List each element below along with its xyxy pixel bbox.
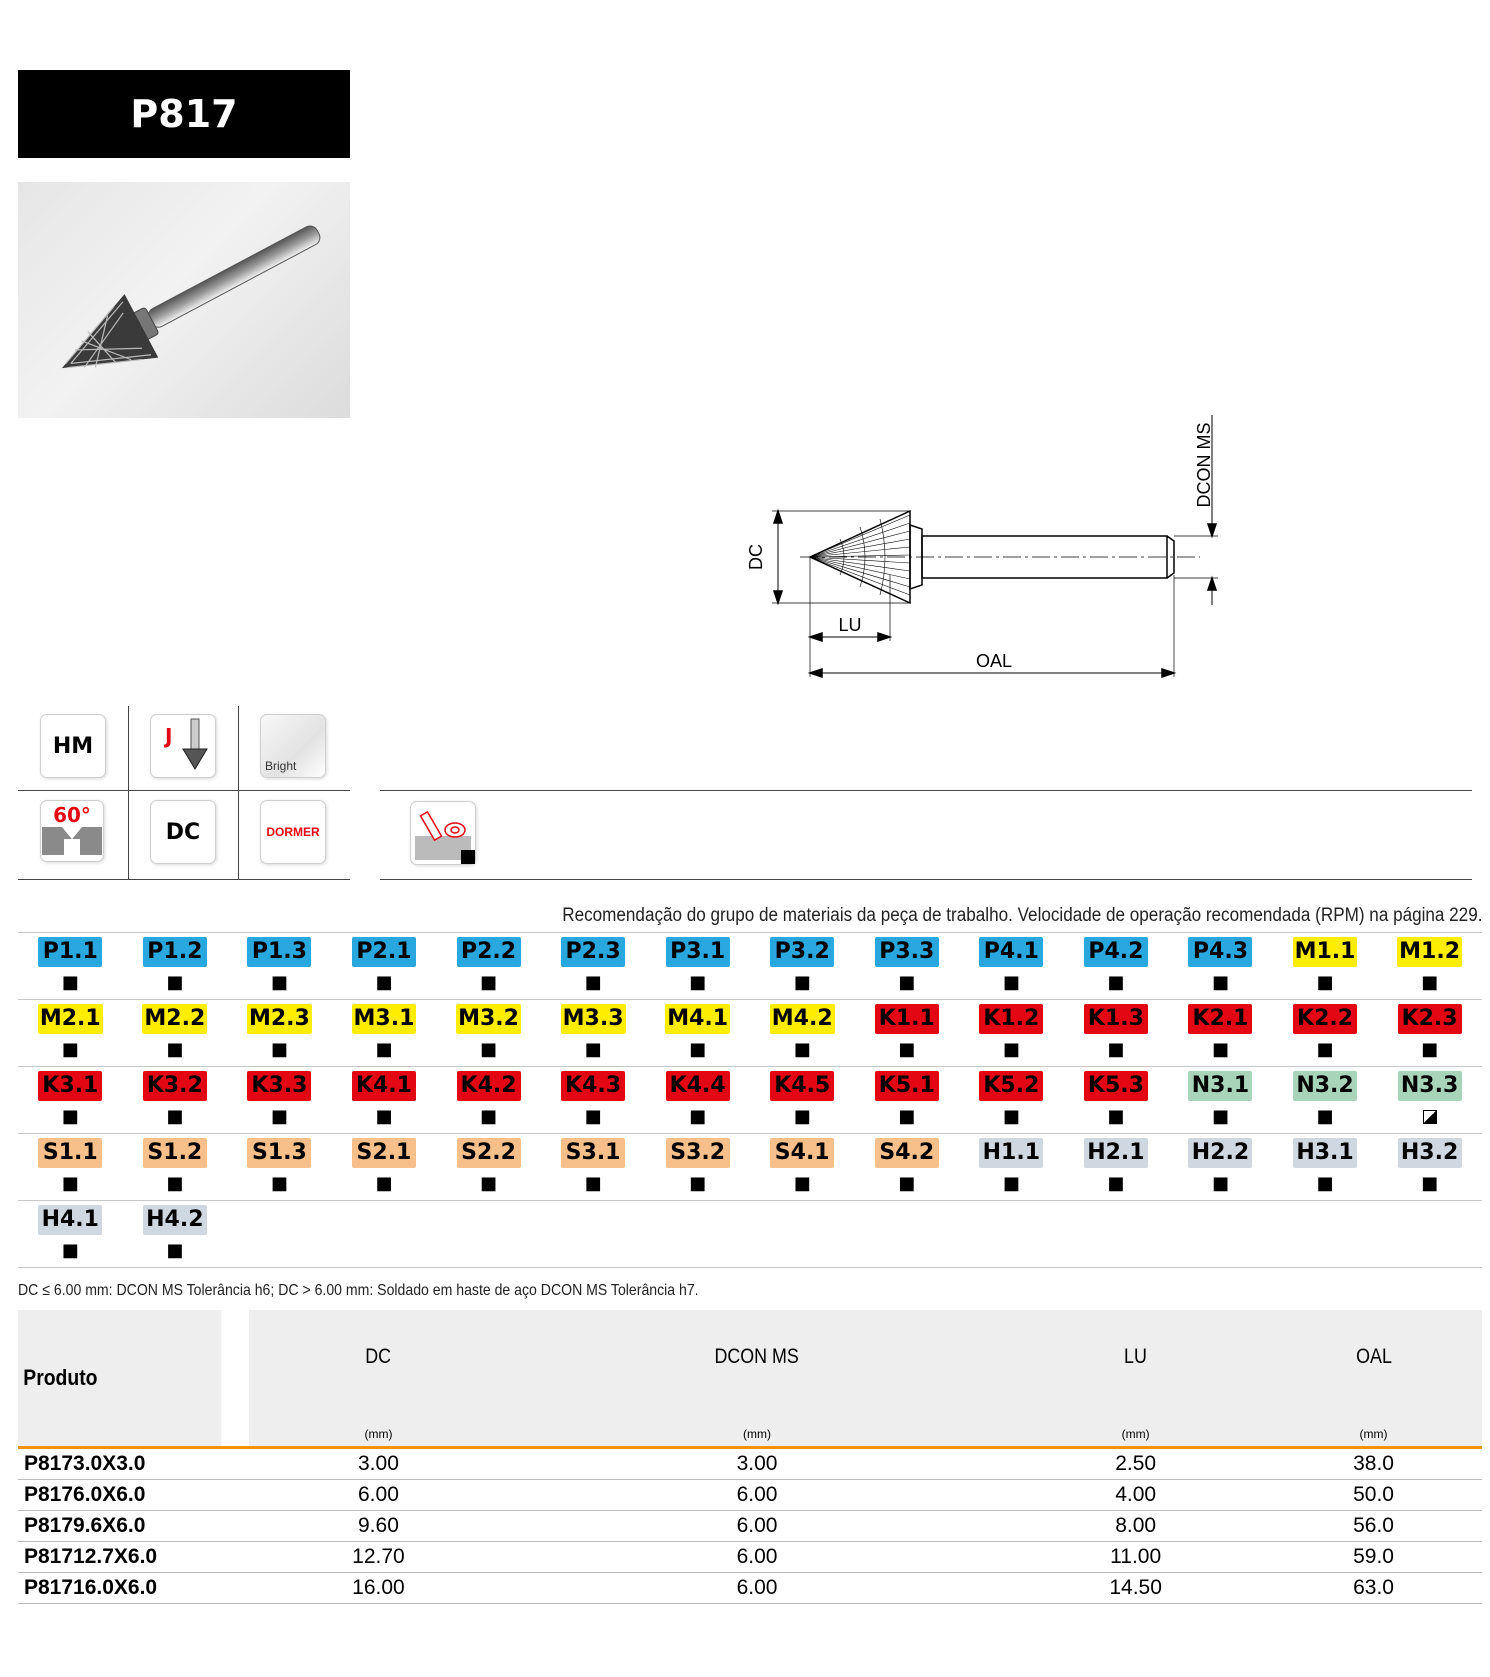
- table-cell: 6.00: [508, 1573, 1006, 1604]
- material-cell: [332, 1000, 437, 1066]
- material-cell: [1273, 1134, 1378, 1200]
- suitability-mark: ■: [793, 1173, 811, 1194]
- material-cell: [1377, 1134, 1482, 1200]
- material-cell: [959, 1134, 1064, 1200]
- product-code: P8173.0X3.0: [18, 1448, 249, 1480]
- shape-j-icon: [150, 714, 216, 778]
- material-code: K5.2: [979, 1071, 1043, 1101]
- table-cell: 2.50: [1006, 1448, 1265, 1480]
- material-code: S1.1: [38, 1138, 102, 1168]
- material-cell: [1064, 1134, 1169, 1200]
- material-code: N3.2: [1293, 1071, 1357, 1101]
- header-oal: [1265, 1310, 1482, 1448]
- material-cell: [750, 1134, 855, 1200]
- material-code: K4.3: [561, 1071, 625, 1101]
- table-cell: 6.00: [508, 1542, 1006, 1573]
- material-cell: [959, 1000, 1064, 1066]
- header-dcon-label: DCON MS: [714, 1345, 800, 1368]
- oal-label: OAL: [975, 651, 1013, 671]
- header-dc-label: DC: [365, 1345, 392, 1368]
- material-code: S2.1: [352, 1138, 416, 1168]
- suitability-mark: ■: [166, 1039, 184, 1060]
- suitability-mark: ■: [793, 972, 811, 993]
- suitability-mark: ■: [61, 1039, 79, 1060]
- material-code: P2.2: [457, 937, 521, 967]
- material-code: P4.2: [1084, 937, 1148, 967]
- suitability-mark: ■: [1211, 972, 1229, 993]
- header-dcon-unit: (mm): [743, 1427, 772, 1441]
- material-cell: [541, 1067, 646, 1133]
- suitability-mark: ■: [584, 1173, 602, 1194]
- suitability-mark: ■: [1421, 972, 1439, 993]
- material-cell: [645, 1134, 750, 1200]
- table-cell: 50.0: [1265, 1480, 1482, 1511]
- material-cell: [645, 1067, 750, 1133]
- material-cell: [332, 933, 437, 999]
- application-icon: [410, 801, 476, 865]
- material-code: H2.2: [1188, 1138, 1252, 1168]
- suitability-mark: ■: [1211, 1106, 1229, 1127]
- material-row: [18, 999, 1482, 1066]
- material-code: P4.1: [979, 937, 1043, 967]
- material-code: M4.2: [770, 1004, 835, 1034]
- suitability-mark: ■: [480, 1173, 498, 1194]
- recommendation-text: Recomendação do grupo de materiais da peça de trabalho. Velocidade de operação recomendada (RPM) na página 229.: [561, 905, 1482, 926]
- material-label: HM: [52, 733, 94, 759]
- suitability-mark: ■: [1107, 1039, 1125, 1060]
- suitability-mark: ■: [898, 972, 916, 993]
- table-cell: 59.0: [1265, 1542, 1482, 1573]
- burr-image: [18, 182, 350, 418]
- suitability-mark: ■: [61, 1240, 79, 1261]
- suitability-mark: ■: [166, 972, 184, 993]
- material-code: M3.1: [352, 1004, 417, 1034]
- material-cell: [750, 933, 855, 999]
- header-product-label: Produto: [23, 1365, 98, 1390]
- material-cell: [227, 1000, 332, 1066]
- product-title: P817: [18, 70, 350, 158]
- product-photo: [18, 182, 350, 418]
- lu-label: LU: [838, 615, 862, 635]
- product-code: P81716.0X6.0: [18, 1573, 249, 1604]
- suitability-mark: ■: [1316, 1173, 1334, 1194]
- material-code: P1.1: [38, 937, 102, 967]
- product-code: P8179.6X6.0: [18, 1511, 249, 1542]
- suitability-mark: ■: [375, 972, 393, 993]
- table-cell: 9.60: [249, 1511, 508, 1542]
- material-code: S4.1: [770, 1138, 834, 1168]
- material-code: K4.2: [457, 1071, 521, 1101]
- table-cell: 3.00: [508, 1448, 1006, 1480]
- suitability-mark: ■: [1002, 1039, 1020, 1060]
- material-cell: [541, 1000, 646, 1066]
- suitability-mark: ■: [898, 1039, 916, 1060]
- suitability-mark: ■: [898, 1106, 916, 1127]
- table-cell: 16.00: [249, 1573, 508, 1604]
- suitability-mark: ■: [898, 1173, 916, 1194]
- suitability-mark: ■: [270, 972, 288, 993]
- material-code: K1.1: [875, 1004, 939, 1034]
- material-code: K5.3: [1084, 1071, 1148, 1101]
- header-product: [18, 1310, 221, 1448]
- dc-icon: [150, 800, 216, 864]
- table-row: [18, 1448, 1482, 1480]
- material-code: M1.2: [1397, 937, 1462, 967]
- suitability-mark: ■: [1316, 1039, 1334, 1060]
- suitability-mark: ■: [270, 1173, 288, 1194]
- suitability-mark: ■: [1002, 1173, 1020, 1194]
- table-cell: 6.00: [508, 1511, 1006, 1542]
- material-code: M2.1: [38, 1004, 103, 1034]
- suitability-mark: ■: [1316, 972, 1334, 993]
- suitability-mark: ■: [584, 1039, 602, 1060]
- material-row: [18, 932, 1482, 999]
- material-cell: [18, 933, 123, 999]
- suitability-mark: ■: [793, 1106, 811, 1127]
- product-code: P8176.0X6.0: [18, 1480, 249, 1511]
- material-code: M1.1: [1293, 937, 1358, 967]
- material-cell: [750, 1067, 855, 1133]
- table-row: [18, 1480, 1482, 1511]
- material-cell: [1064, 933, 1169, 999]
- header-dcon: [508, 1310, 1006, 1448]
- material-cell: [541, 933, 646, 999]
- material-code: M4.1: [665, 1004, 730, 1034]
- material-cell: [855, 933, 960, 999]
- table-cell: 56.0: [1265, 1511, 1482, 1542]
- dimension-diagram: [740, 415, 1260, 695]
- material-code: H4.2: [143, 1205, 207, 1235]
- material-hm-icon: [40, 714, 106, 778]
- header-lu: [1006, 1310, 1265, 1448]
- material-cell: [1377, 933, 1482, 999]
- material-code: M3.2: [456, 1004, 521, 1034]
- material-cell: [1168, 933, 1273, 999]
- material-cell: [1273, 1067, 1378, 1133]
- suitability-mark: ■: [689, 1106, 707, 1127]
- material-code: K4.5: [770, 1071, 834, 1101]
- material-cell: [1168, 1000, 1273, 1066]
- suitability-mark: ■: [1107, 1106, 1125, 1127]
- table-cell: 8.00: [1006, 1511, 1265, 1542]
- material-code: K1.2: [979, 1004, 1043, 1034]
- material-code: S1.2: [143, 1138, 207, 1168]
- suitability-mark: ■: [1316, 1106, 1334, 1127]
- dcon-label: DCON MS: [1194, 422, 1214, 508]
- material-cell: [332, 1067, 437, 1133]
- table-cell: 11.00: [1006, 1542, 1265, 1573]
- material-cell: [332, 1134, 437, 1200]
- suitability-mark: ■: [166, 1106, 184, 1127]
- suitability-mark: ■: [689, 1173, 707, 1194]
- material-cell: [436, 1000, 541, 1066]
- table-cell: 6.00: [508, 1480, 1006, 1511]
- material-cell: [645, 933, 750, 999]
- material-code: P1.2: [143, 937, 207, 967]
- suitability-mark: ■: [270, 1106, 288, 1127]
- product-code: P81712.7X6.0: [18, 1542, 249, 1573]
- material-code: N3.3: [1398, 1071, 1462, 1101]
- material-code: K5.1: [875, 1071, 939, 1101]
- suitability-mark: ■: [793, 1039, 811, 1060]
- material-cell: [750, 1000, 855, 1066]
- shape-letter: J: [165, 724, 173, 748]
- material-cell: [18, 1067, 123, 1133]
- material-code: P2.3: [561, 937, 625, 967]
- material-cell: [18, 1201, 123, 1267]
- material-cell: [227, 1067, 332, 1133]
- suitability-mark: ■: [480, 1039, 498, 1060]
- material-code: M2.3: [247, 1004, 312, 1034]
- material-cell: [959, 933, 1064, 999]
- suitability-mark: ■: [375, 1039, 393, 1060]
- suitability-mark: ■: [584, 972, 602, 993]
- table-cell: 6.00: [249, 1480, 508, 1511]
- material-code: H3.1: [1293, 1138, 1357, 1168]
- suitability-mark: ■: [1211, 1039, 1229, 1060]
- suitability-mark: ■: [1107, 1173, 1125, 1194]
- table-row: [18, 1573, 1482, 1604]
- material-code: H1.1: [979, 1138, 1043, 1168]
- suitability-mark: ■: [1421, 1173, 1439, 1194]
- material-code: K4.1: [352, 1071, 416, 1101]
- partial-suitability-icon: [1423, 1110, 1437, 1124]
- header-lu-label: LU: [1124, 1345, 1148, 1368]
- suitability-mark: ■: [61, 1106, 79, 1127]
- suitability-mark: ■: [375, 1173, 393, 1194]
- suitability-mark: ■: [1421, 1039, 1439, 1060]
- material-code: K2.2: [1293, 1004, 1357, 1034]
- material-cell: [1273, 1000, 1378, 1066]
- material-code: S2.2: [457, 1138, 521, 1168]
- material-cell: [436, 933, 541, 999]
- material-code: H3.2: [1398, 1138, 1462, 1168]
- tolerance-note: DC ≤ 6.00 mm: DCON MS Tolerância h6; DC > 6.00 mm: Soldado em haste de aço DCON MS Tolerância h7.: [18, 1282, 699, 1299]
- material-cell: [855, 1067, 960, 1133]
- material-cell: [1064, 1067, 1169, 1133]
- suitability-mark: ■: [689, 1039, 707, 1060]
- material-code: K3.2: [143, 1071, 207, 1101]
- material-cell: [436, 1067, 541, 1133]
- material-cell: [123, 933, 228, 999]
- material-cell: [541, 1134, 646, 1200]
- material-cell: [18, 1134, 123, 1200]
- material-cell: [436, 1134, 541, 1200]
- table-cell: 4.00: [1006, 1480, 1265, 1511]
- material-code: P2.1: [352, 937, 416, 967]
- material-code: S3.2: [666, 1138, 730, 1168]
- material-code: S3.1: [561, 1138, 625, 1168]
- header-oal-label: OAL: [1355, 1345, 1392, 1368]
- material-cell: [123, 1067, 228, 1133]
- material-code: H4.1: [38, 1205, 102, 1235]
- suitability-mark: ■: [375, 1106, 393, 1127]
- table-cell: 3.00: [249, 1448, 508, 1480]
- table-row: [18, 1511, 1482, 1542]
- material-row: [18, 1133, 1482, 1200]
- material-group-grid: [18, 932, 1482, 1268]
- suitability-mark: ■: [480, 1106, 498, 1127]
- material-code: S1.3: [247, 1138, 311, 1168]
- table-cell: 63.0: [1265, 1573, 1482, 1604]
- material-code: H2.1: [1084, 1138, 1148, 1168]
- dormer-logo: [260, 800, 326, 864]
- material-cell: [855, 1134, 960, 1200]
- material-code: P3.2: [770, 937, 834, 967]
- dc-label: DC: [746, 544, 766, 570]
- angle-60-icon: [40, 800, 104, 862]
- table-header-row: [18, 1310, 1482, 1448]
- material-code: P4.3: [1188, 937, 1252, 967]
- table-cell: 12.70: [249, 1542, 508, 1573]
- material-cell: [959, 1067, 1064, 1133]
- material-cell: [1168, 1067, 1273, 1133]
- suitability-mark: ■: [61, 1173, 79, 1194]
- brand-label: DORMER: [266, 825, 320, 839]
- material-cell: [123, 1201, 228, 1267]
- material-cell: [227, 1134, 332, 1200]
- material-cell: [123, 1000, 228, 1066]
- suitability-mark: ■: [1002, 972, 1020, 993]
- material-cell: [123, 1134, 228, 1200]
- product-table: [18, 1310, 1482, 1604]
- material-code: P3.3: [875, 937, 939, 967]
- suitability-mark: ■: [689, 972, 707, 993]
- suitability-mark: ■: [270, 1039, 288, 1060]
- material-cell: [227, 933, 332, 999]
- suitability-mark: ■: [480, 972, 498, 993]
- material-code: K1.3: [1084, 1004, 1148, 1034]
- material-code: M2.2: [142, 1004, 207, 1034]
- header-dc: [249, 1310, 508, 1448]
- material-code: N3.1: [1188, 1071, 1252, 1101]
- table-row: [18, 1542, 1482, 1573]
- suitability-mark: ■: [166, 1240, 184, 1261]
- material-code: K2.1: [1188, 1004, 1252, 1034]
- material-cell: [1168, 1134, 1273, 1200]
- material-cell: [1064, 1000, 1169, 1066]
- suitability-mark: ■: [1107, 972, 1125, 993]
- material-row: [18, 1200, 1482, 1268]
- header-dc-unit: (mm): [364, 1427, 393, 1441]
- material-cell: [1377, 1067, 1482, 1133]
- finish-label: Bright: [265, 759, 297, 773]
- suitability-mark: ■: [61, 972, 79, 993]
- header-lu-unit: (mm): [1121, 1427, 1150, 1441]
- dc-icon-label: DC: [165, 819, 201, 845]
- table-cell: 38.0: [1265, 1448, 1482, 1480]
- suitability-mark: ■: [1211, 1173, 1229, 1194]
- material-cell: [18, 1000, 123, 1066]
- material-cell: [1273, 933, 1378, 999]
- suitability-mark: ■: [1002, 1106, 1020, 1127]
- material-cell: [1377, 1000, 1482, 1066]
- material-code: M3.3: [561, 1004, 626, 1034]
- material-code: K3.3: [247, 1071, 311, 1101]
- material-row: [18, 1066, 1482, 1133]
- suitability-mark: ■: [166, 1173, 184, 1194]
- finish-bright-icon: [260, 714, 326, 778]
- material-code: P1.3: [247, 937, 311, 967]
- material-cell: [645, 1000, 750, 1066]
- material-code: S4.2: [875, 1138, 939, 1168]
- angle-label: 60°: [53, 803, 91, 827]
- material-cell: [855, 1000, 960, 1066]
- table-cell: 14.50: [1006, 1573, 1265, 1604]
- header-oal-unit: (mm): [1359, 1427, 1388, 1441]
- suitability-mark: ■: [584, 1106, 602, 1127]
- material-code: K2.3: [1398, 1004, 1462, 1034]
- attribute-icons: [18, 706, 350, 880]
- material-code: P3.1: [666, 937, 730, 967]
- material-code: K3.1: [38, 1071, 102, 1101]
- material-code: K4.4: [666, 1071, 730, 1101]
